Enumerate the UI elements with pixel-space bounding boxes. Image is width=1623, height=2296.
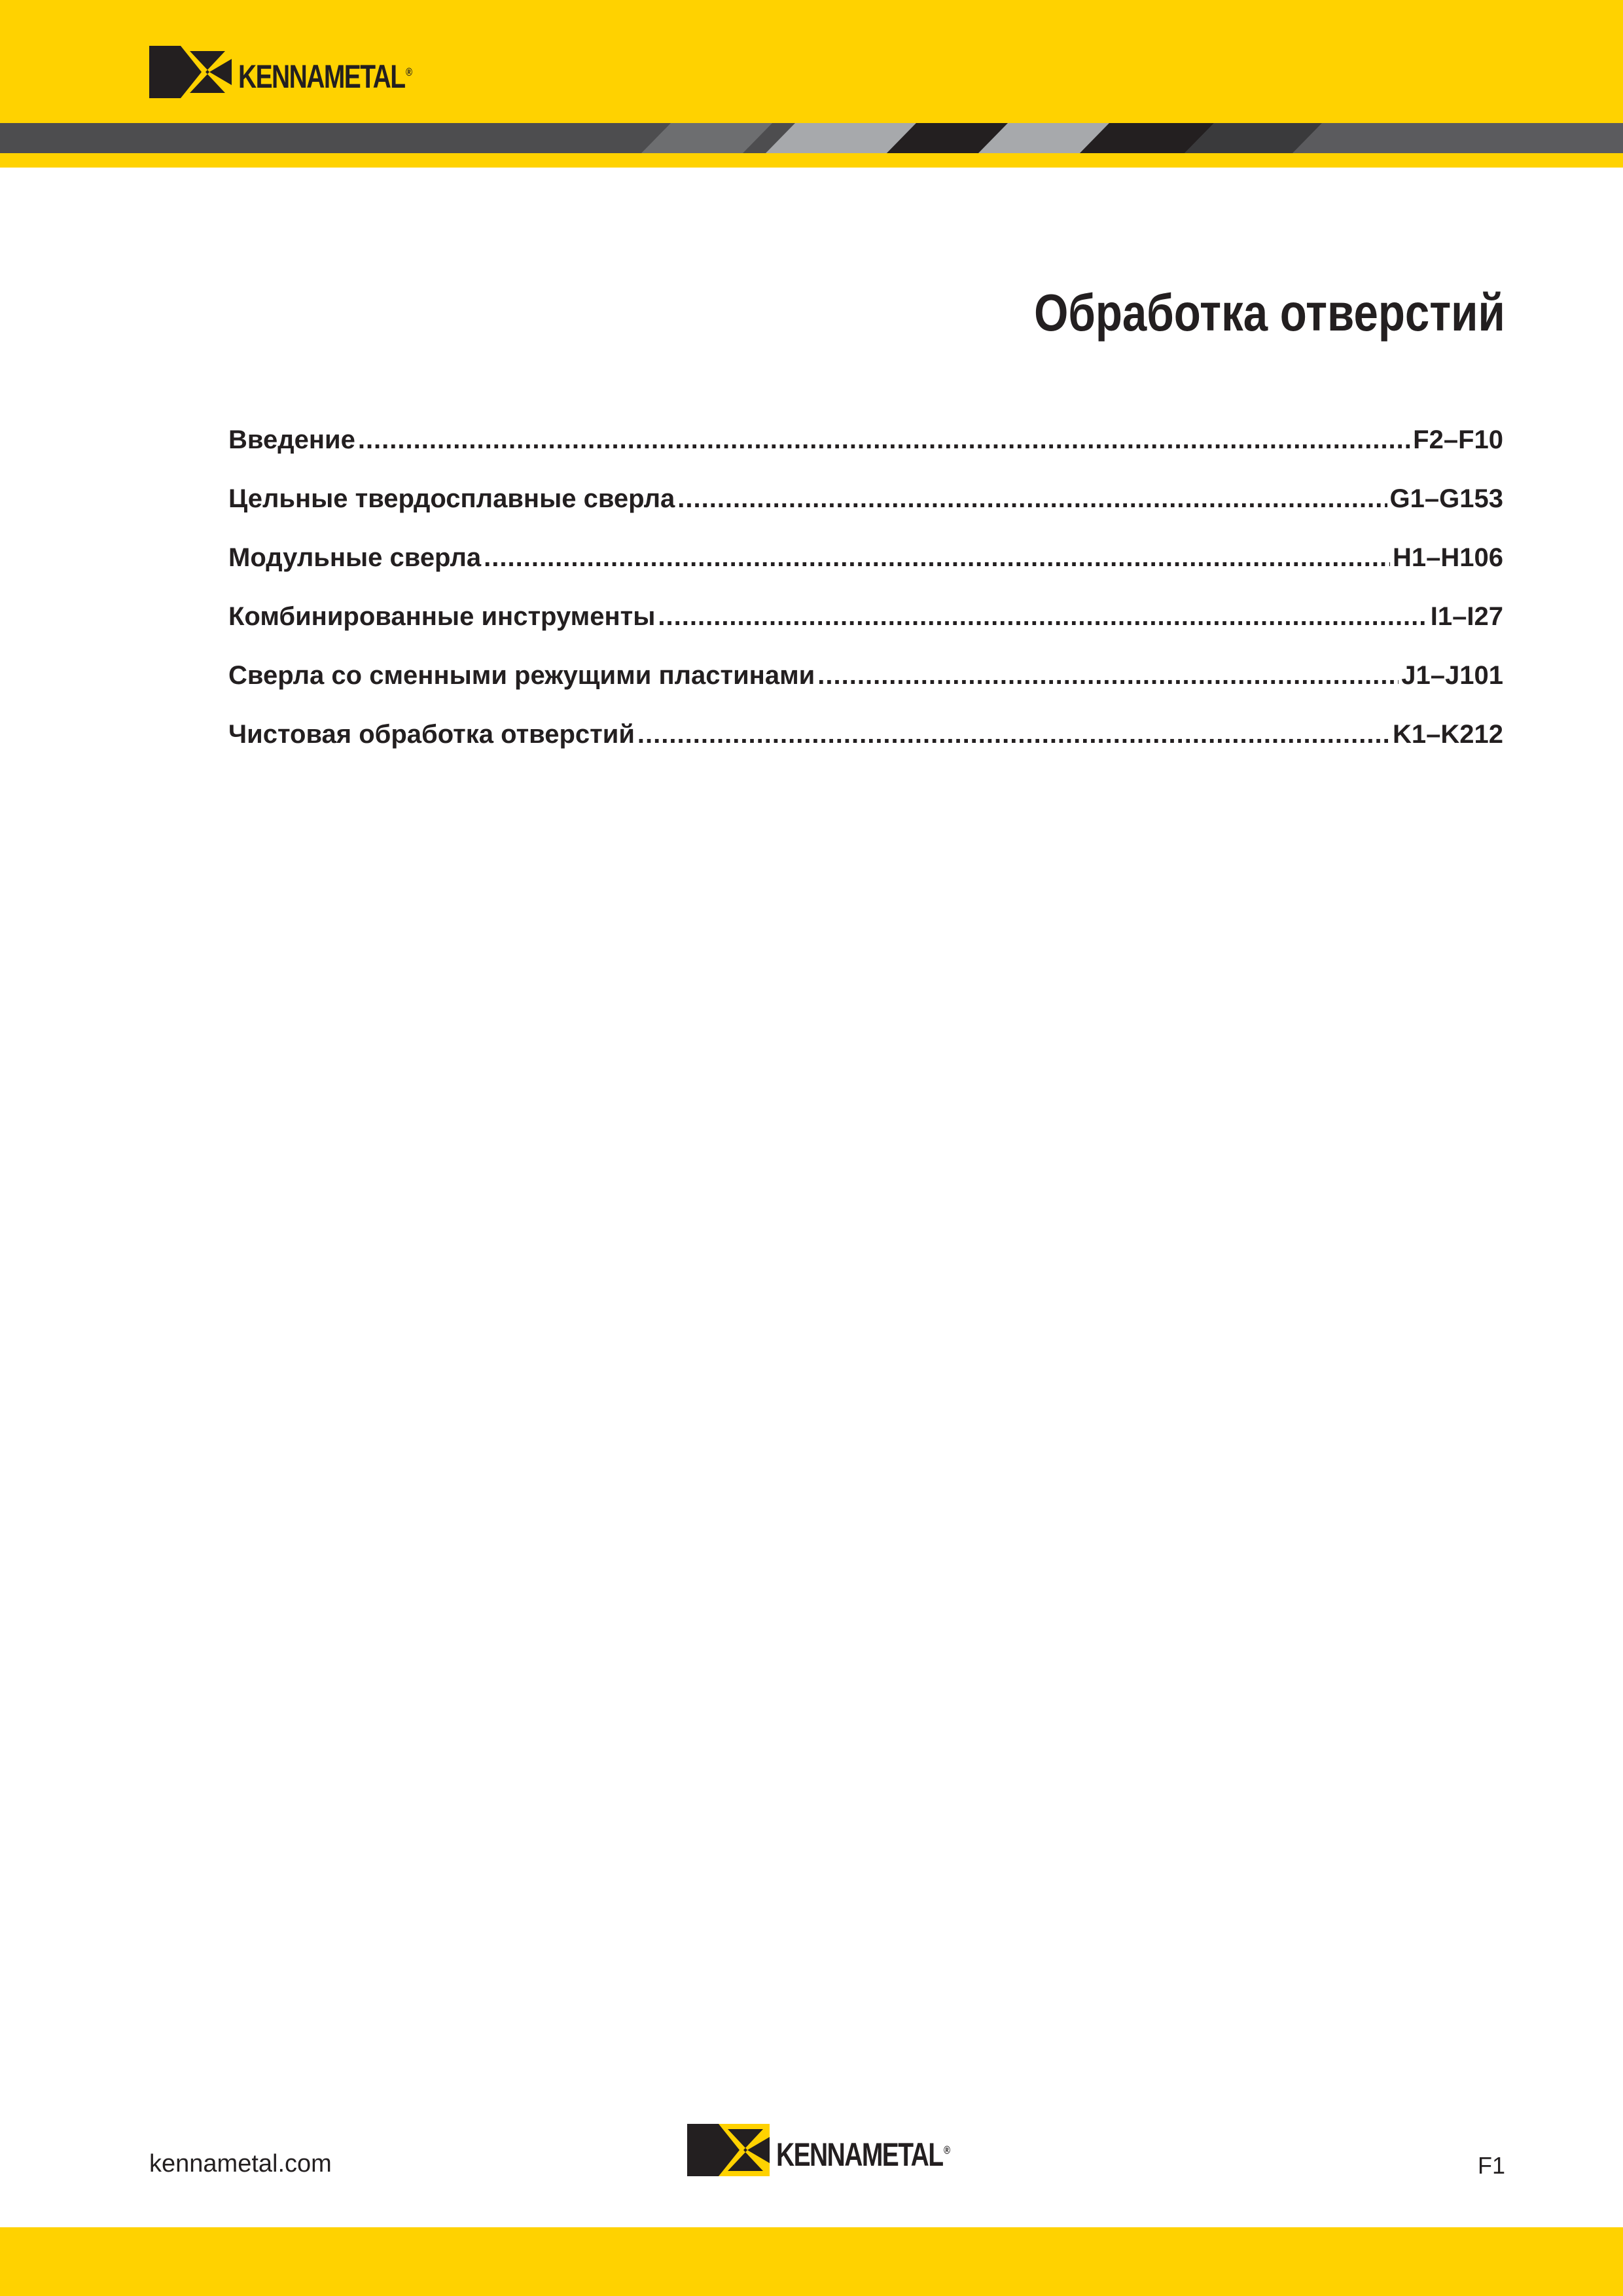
toc-leader: [817, 661, 1399, 691]
toc-label: Цельные твердосплавные сверла: [228, 484, 675, 513]
toc-entry-indexable-insert-drills[interactable]: [228, 661, 1503, 720]
toc-leader: [637, 720, 1390, 749]
toc-entry-hole-finishing[interactable]: [228, 720, 1503, 779]
toc-page-range: K1–K212: [1392, 720, 1503, 749]
footer-page-number: F1: [1477, 2152, 1505, 2179]
header-bottom-band: [0, 153, 1623, 168]
toc-page-range: G1–G153: [1389, 484, 1503, 513]
toc-entry-solid-carbide-drills[interactable]: [228, 484, 1503, 543]
footer-band: [0, 2227, 1623, 2296]
toc-label: Модульные сверла: [228, 543, 482, 572]
toc-label: Введение: [228, 425, 355, 454]
toc-entry-combination-tools[interactable]: [228, 602, 1503, 661]
logo-wordmark: KENNAMETAL®: [238, 58, 413, 95]
toc-label: Чистовая обработка отверстий: [228, 720, 635, 749]
footer-website-link[interactable]: kennametal.com: [149, 2150, 332, 2178]
kennametal-k-icon: [149, 46, 232, 98]
logo-wordmark: KENNAMETAL®: [776, 2136, 951, 2173]
table-of-contents: [228, 425, 1503, 779]
header-stripe-band: [0, 123, 1623, 153]
toc-label: Сверла со сменными режущими пластинами: [228, 661, 815, 690]
header-kennametal-logo: [149, 46, 461, 98]
toc-leader: [484, 543, 1390, 573]
page-title: Обработка отверстий: [1034, 283, 1505, 342]
toc-page-range: J1–J101: [1401, 661, 1503, 690]
toc-leader: [358, 425, 1410, 455]
toc-entry-modular-drills[interactable]: [228, 543, 1503, 602]
toc-page-range: F2–F10: [1413, 425, 1503, 454]
toc-entry-introduction[interactable]: [228, 425, 1503, 484]
toc-label: Комбинированные инструменты: [228, 602, 656, 631]
footer-kennametal-logo: [687, 2124, 999, 2176]
toc-page-range: I1–I27: [1430, 602, 1503, 631]
toc-leader: [658, 602, 1427, 632]
kennametal-k-icon: [687, 2124, 770, 2176]
toc-page-range: H1–H106: [1392, 543, 1503, 572]
toc-leader: [677, 484, 1387, 514]
